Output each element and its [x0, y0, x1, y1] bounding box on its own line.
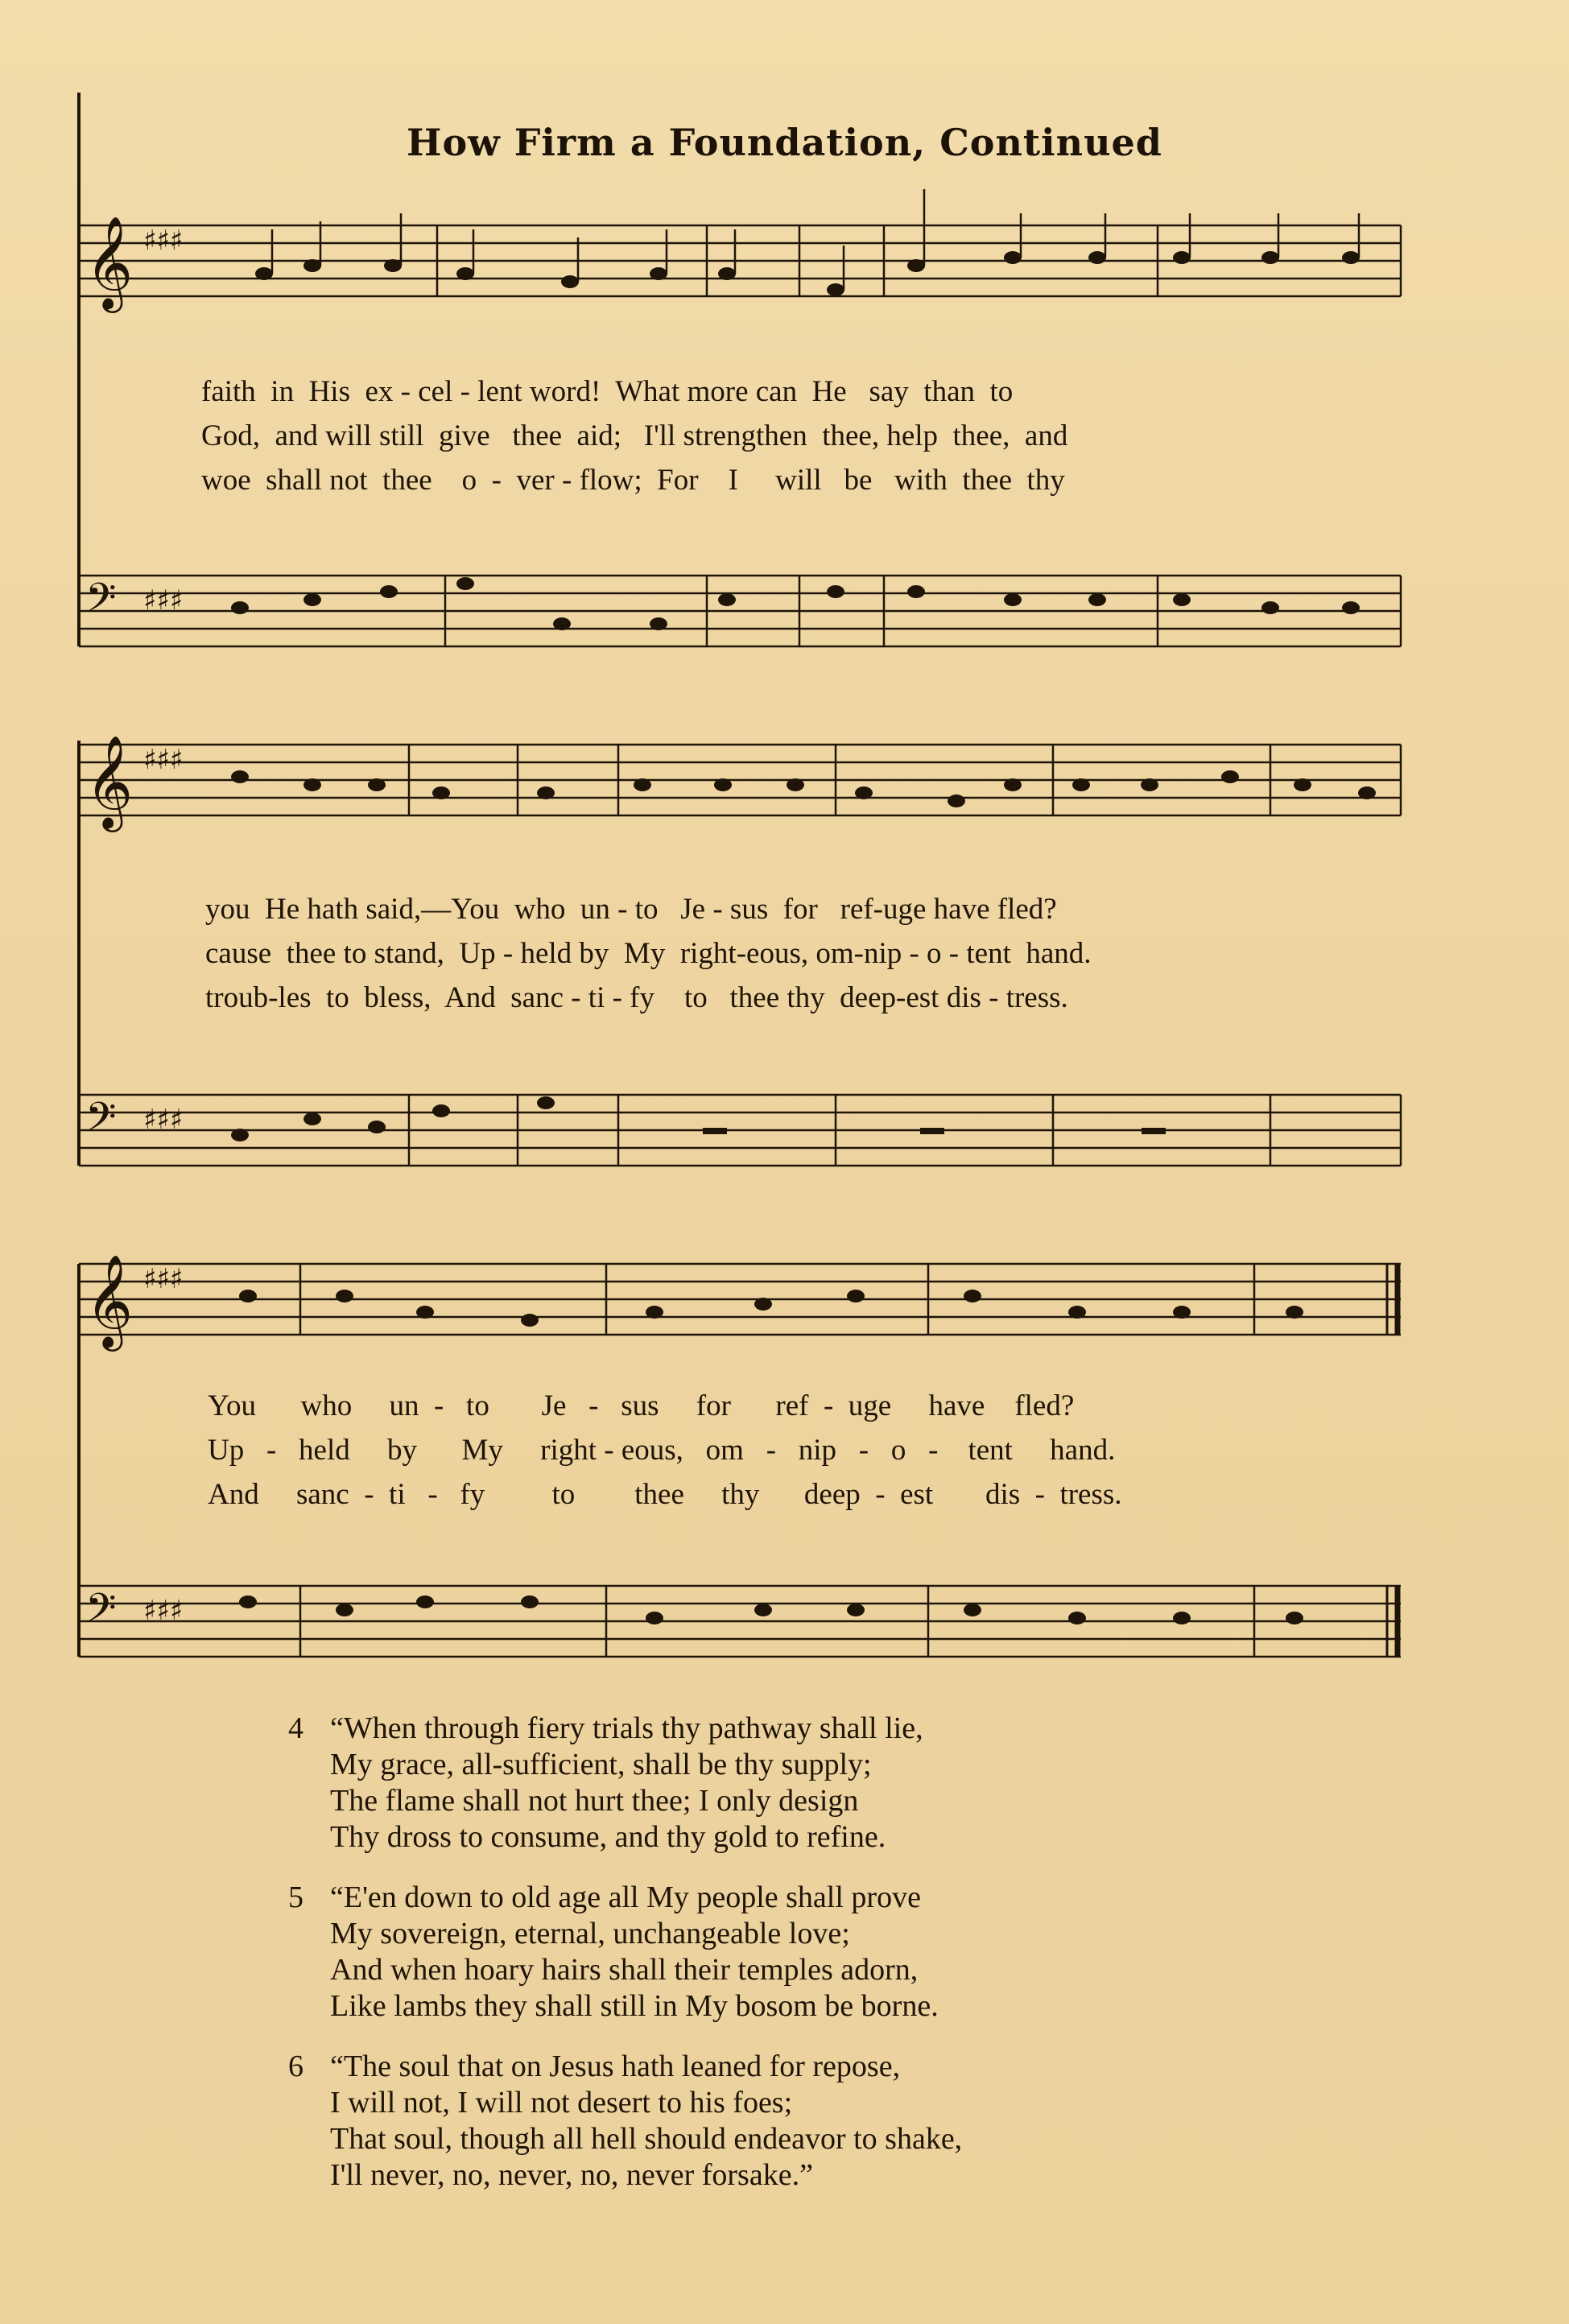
svg-text:♯♯♯: ♯♯♯: [143, 1595, 184, 1627]
lyric-line: faith in His ex - cel - lent word! What more can He say than to: [201, 375, 1014, 408]
treble-staff-2: [79, 734, 1401, 833]
bass-staff-1-notation: [79, 576, 1401, 696]
svg-text:𝄞: 𝄞: [85, 734, 134, 828]
verse-line: And when hoary hairs shall their temples adorn,: [330, 1953, 919, 1987]
verse-5: [288, 1880, 1335, 2025]
svg-text:♯♯♯: ♯♯♯: [143, 1263, 184, 1295]
verse-line: “The soul that on Jesus hath leaned for repose,: [330, 2049, 901, 2083]
svg-text:♯♯♯: ♯♯♯: [143, 1104, 184, 1136]
verse-line: The flame shall not hurt thee; I only design: [330, 1784, 859, 1818]
verse-6: [288, 2049, 1335, 2194]
treble-staff-1-notation: [79, 215, 1401, 346]
verse-line: “When through fiery trials thy pathway shall lie,: [330, 1711, 923, 1745]
verse-line: Thy dross to consume, and thy gold to refine.: [330, 1820, 886, 1854]
svg-text:♯♯♯: ♯♯♯: [143, 744, 184, 776]
bass-staff-3-notation: [79, 1586, 1401, 1707]
verse-number: 6: [288, 2049, 303, 2083]
svg-text:𝄞: 𝄞: [85, 215, 134, 309]
svg-text:♯♯♯: ♯♯♯: [143, 584, 184, 617]
verse-line: My grace, all-sufficient, shall be thy supply;: [330, 1748, 872, 1781]
svg-text:𝄞: 𝄞: [85, 1253, 134, 1348]
treble-staff-1: [79, 215, 1401, 314]
lyric-line: You who un - to Je - sus for ref - uge have fled?: [208, 1389, 1075, 1422]
additional-verses: [288, 1711, 1335, 2218]
svg-text:𝄢: 𝄢: [85, 1094, 117, 1150]
verse-line: I will not, I will not desert to his foes;: [330, 2086, 793, 2120]
bass-staff-2: [79, 1095, 1401, 1183]
bass-staff-1: [79, 576, 1401, 664]
svg-text:𝄢: 𝄢: [85, 1585, 117, 1641]
lyric-line: troub-les to bless, And sanc - ti - fy to thee thy deep-est dis - tress.: [205, 981, 1068, 1014]
verse-number: 4: [288, 1711, 303, 1745]
verse-line: I'll never, no, never, no, never forsake.”: [330, 2158, 813, 2192]
verse-4: [288, 1711, 1335, 1855]
lyric-line: Up - held by My right - eous, om - nip - o - tent hand.: [208, 1434, 1116, 1467]
verse-line: My sovereign, eternal, unchangeable love;: [330, 1917, 850, 1950]
verse-line: That soul, though all hell should endeavor to shake,: [330, 2122, 963, 2156]
svg-text:♯♯♯: ♯♯♯: [143, 225, 184, 257]
lyric-line: woe shall not thee o - ver - flow; For I will be with thee thy: [201, 464, 1065, 497]
treble-staff-2-notation: [79, 734, 1401, 865]
treble-staff-3-notation: [79, 1253, 1401, 1385]
verse-line: Like lambs they shall still in My bosom be borne.: [330, 1989, 939, 2023]
verse-number: 5: [288, 1880, 303, 1914]
lyric-line: you He hath said,—You who un - to Je - sus for ref-uge have fled?: [205, 893, 1057, 926]
page-title: How Firm a Foundation, Continued: [407, 121, 1162, 164]
bass-staff-3: [79, 1586, 1401, 1674]
treble-staff-3: [79, 1253, 1401, 1352]
lyric-line: And sanc - ti - fy to thee thy deep - est dis - tress.: [208, 1478, 1122, 1511]
lyric-line: God, and will still give thee aid; I'll strengthen thee, help thee, and: [201, 419, 1068, 452]
bass-staff-2-notation: [79, 1095, 1401, 1216]
lyric-line: cause thee to stand, Up - held by My right-eous, om-nip - o - tent hand.: [205, 937, 1092, 970]
verse-line: “E'en down to old age all My people shall prove: [330, 1880, 921, 1914]
svg-text:𝄢: 𝄢: [85, 575, 117, 631]
